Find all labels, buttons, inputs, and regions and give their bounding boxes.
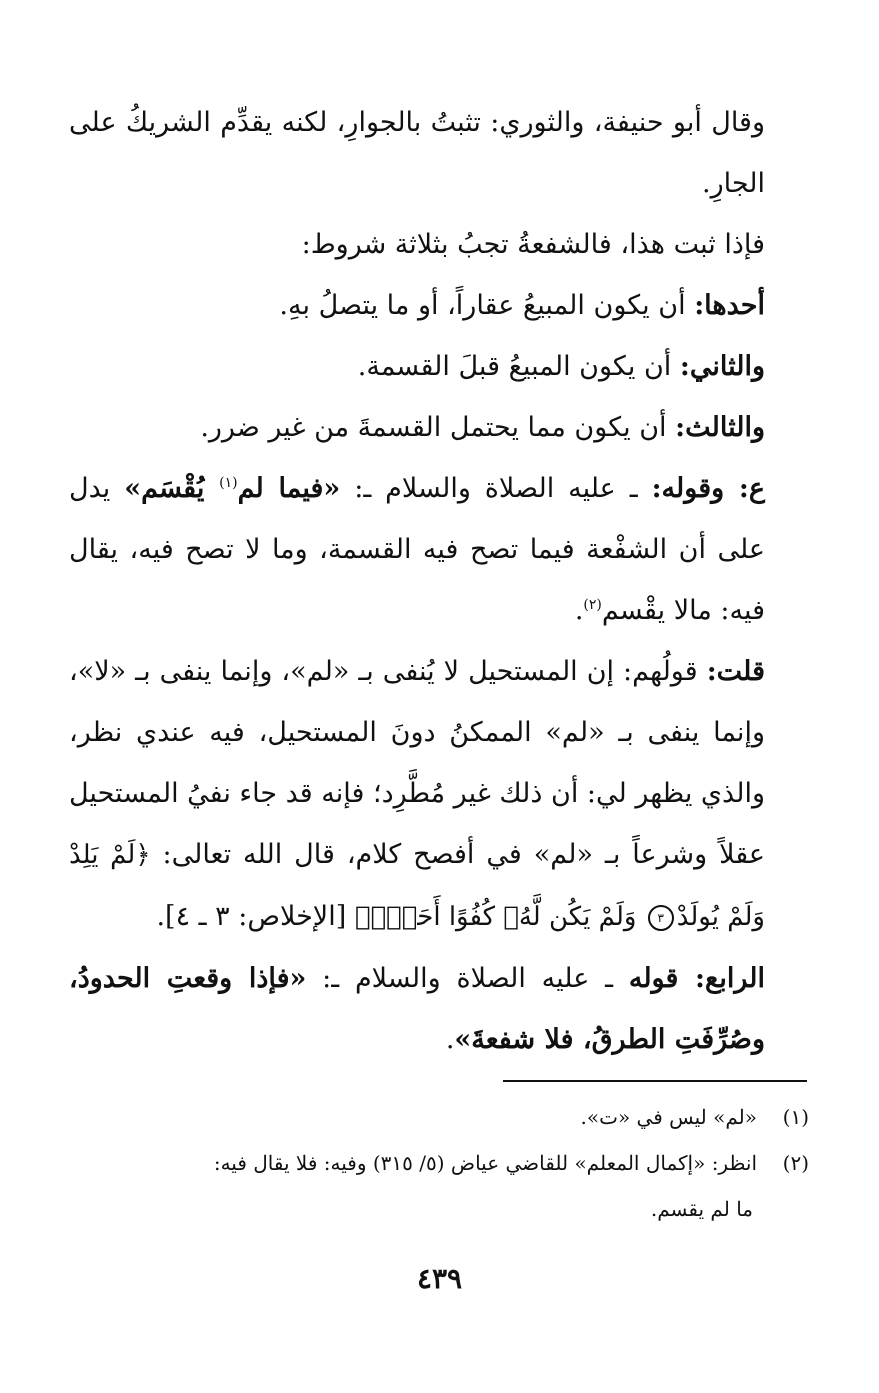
label-fourth: الرابع: قوله — [628, 963, 765, 994]
footnote-2-continuation: ما لم يقسم. — [650, 1197, 753, 1221]
paragraph-condition-4: الرابع: قوله ـ عليه الصلاة والسلام ـ: «فإذا وقعتِ الحدودُ، وصُرِّفَتِ الطرقُ، فلا شفعةَ». — [69, 963, 765, 1055]
footnote-number: (٢) — [782, 1151, 809, 1175]
paragraph-commentary-ain: ع: وقوله: ـ عليه الصلاة والسلام ـ: «فيما لم$^{(١)}$ يُقْسَم» يدل على أن الشفْعة فيما تصح فيه القسمة، وما لا تصح فيه، يقال فيه: مالا يقْسم$^{(٢)}$. — [69, 473, 765, 626]
label-third: والثالث: — [675, 412, 765, 443]
footnote-ref-2: (٢) — [583, 597, 602, 613]
main-text — [69, 92, 809, 1070]
paragraph-conditions-intro: فإذا ثبت هذا، فالشفعةُ تجبُ بثلاثة شروط: — [301, 229, 765, 260]
footnote-number: (١) — [782, 1105, 809, 1129]
footnote-2: (٢)انظر: «إكمال المعلم» للقاضي عياض (٥/ ٣١٥) وفيه: فلا يقال فيه: — [69, 1140, 809, 1186]
paragraph-qultu: قلت: قولُهم: إن المستحيل لا يُنفى بـ «لم»، وإنما ينفى بـ «لا»، وإنما ينفى بـ «لم» الممكنُ دونَ المستحيل، فيه عندي نظر، والذي يظهر لي: أن ذلك غير مُطَّرِد؛ فإنه قد جاء نفيُ المستحيل عقلاً وشرعاً بـ «لم» في أفصح كلام، قال الله تعالى: ﴿لَمْ يَلِدْ وَلَمْ يُولَدْ٣ وَلَمْ يَكُن لَّهُۥ كُفُوًا أَحَدٌۢ﴾ [الإخلاص: ٣ ـ ٤]. — [68, 656, 766, 932]
paragraph-condition-3: والثالث: أن يكون مما يحتمل القسمةَ من غير ضرر. — [200, 412, 765, 443]
page-number: ٤٣٩ — [416, 1262, 463, 1295]
footnote-separator — [503, 1080, 807, 1082]
surah-reference: [الإخلاص: ٣ ـ ٤]. — [156, 901, 347, 932]
hadith-quote: «فيما لم — [237, 473, 341, 504]
footnotes — [69, 1094, 809, 1232]
paragraph-abu-hanifa: وقال أبو حنيفة، والثوري: تثبتُ بالجوارِ، لكنه يقدِّم الشريكُ على الجارِ. — [69, 107, 765, 199]
label-ain: ع: وقوله: — [651, 473, 765, 504]
label-qultu: قلت: — [706, 656, 766, 687]
hadith-quote-2: «فإذا وقعتِ الحدودُ، وصُرِّفَتِ الطرقُ، فلا شفعةَ» — [69, 963, 765, 1055]
quran-verse: ﴿لَمْ يَلِدْ وَلَمْ يُولَدْ — [69, 840, 765, 932]
footnote-1: (١)«لم» ليس في «ت». — [69, 1094, 809, 1140]
label-first: أحدها: — [694, 290, 765, 321]
ayah-number-mark: ٣ — [648, 905, 674, 931]
paragraph-condition-1: أحدها: أن يكون المبيعُ عقاراً، أو ما يتصلُ بهِ. — [279, 290, 765, 321]
footnote-ref-1: (١) — [219, 475, 238, 491]
paragraph-condition-2: والثاني: أن يكون المبيعُ قبلَ القسمة. — [357, 351, 765, 382]
label-second: والثاني: — [679, 351, 765, 382]
